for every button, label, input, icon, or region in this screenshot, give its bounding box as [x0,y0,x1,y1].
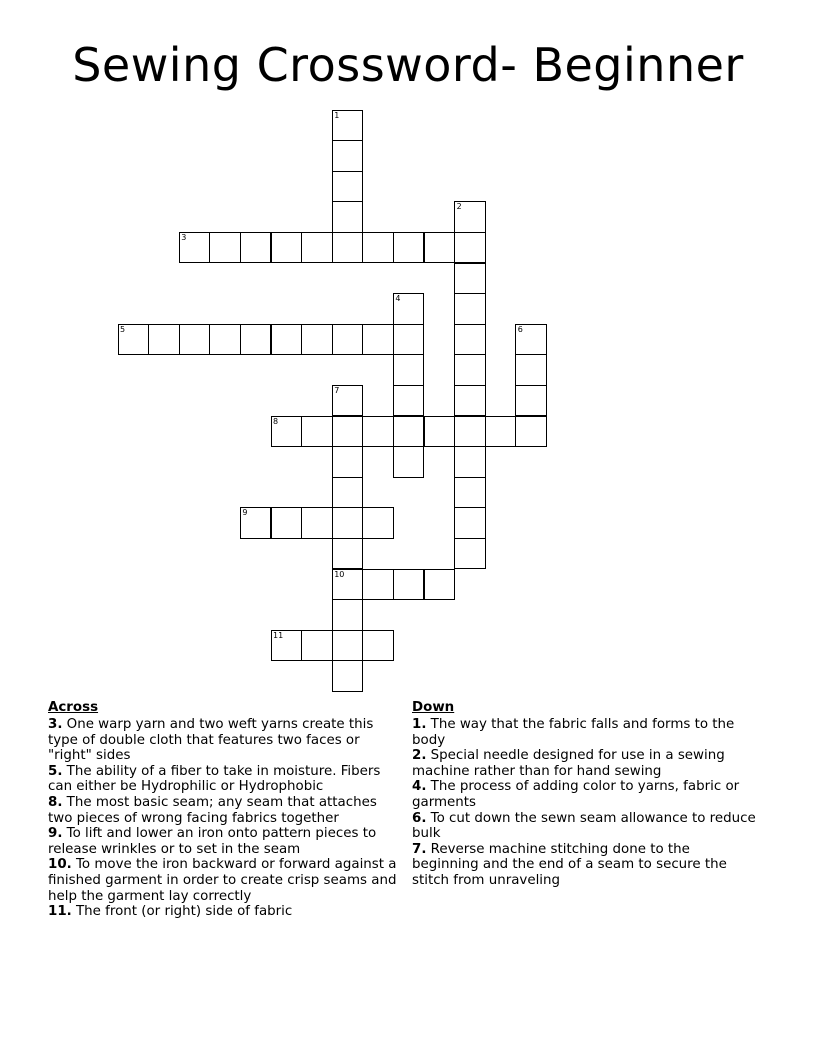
down-clue-text: To cut down the sewn seam allowance to reduce bulk [412,810,756,842]
crossword-cell[interactable] [393,232,425,264]
crossword-cell[interactable] [332,324,364,356]
clue-number-label: 10 [334,569,345,579]
crossword-cell[interactable] [332,660,364,692]
across-clue [48,857,404,904]
crossword-cell[interactable] [454,416,486,448]
crossword-cell[interactable] [424,416,456,448]
clue-number-label: 4 [395,294,401,304]
crossword-cell[interactable] [179,324,211,356]
down-clue [412,842,758,889]
crossword-cell[interactable] [332,385,364,417]
across-clue [48,764,404,795]
down-clue-text: Special needle designed for use in a sewing machine rather than for hand sewing [412,748,725,779]
across-clues [48,700,404,920]
crossword-cell[interactable] [393,416,425,448]
clue-number-label: 1 [334,110,340,120]
crossword-cell[interactable] [301,507,333,539]
crossword-cell[interactable] [454,232,486,264]
crossword-cell[interactable] [454,293,486,325]
down-clue-text: The way that the fabric falls and forms to the body [412,717,735,748]
crossword-cell[interactable] [424,232,456,264]
down-clue-number: 1. [412,717,427,732]
across-clue [48,717,404,764]
crossword-cell[interactable] [271,507,303,539]
crossword-cell[interactable] [454,201,486,233]
across-clue-text: One warp yarn and two weft yarns create this type of double cloth that features two faces or "right" sides [48,717,374,764]
across-clue-number: 3. [48,717,63,732]
across-clue-text: The front (or right) side of fabric [71,904,293,920]
crossword-cell[interactable] [240,232,272,264]
crossword-cell[interactable] [393,354,425,386]
across-heading: Across [48,700,99,715]
crossword-cell[interactable] [454,538,486,570]
crossword-cell[interactable] [118,324,150,356]
clue-number-label: 5 [120,324,126,334]
crossword-cell[interactable] [515,324,547,356]
clue-number-label: 6 [517,324,523,334]
crossword-cell[interactable] [332,569,364,601]
crossword-cell[interactable] [393,293,425,325]
crossword-cell[interactable] [332,630,364,662]
crossword-cell[interactable] [454,354,486,386]
across-clue [48,795,404,826]
across-clue-list [48,717,404,920]
crossword-cell[interactable] [332,140,364,172]
crossword-cell[interactable] [271,324,303,356]
down-clue-text: The process of adding color to yarns, fabric or garments [412,779,740,810]
crossword-cell[interactable] [393,446,425,478]
across-clue [48,826,404,857]
crossword-cell[interactable] [515,416,547,448]
crossword-cell[interactable] [454,507,486,539]
crossword-cell[interactable] [454,477,486,509]
crossword-cell[interactable] [240,507,272,539]
crossword-cell[interactable] [332,599,364,631]
clue-number-label: 8 [273,416,279,426]
crossword-cell[interactable] [362,630,394,662]
down-clue [412,811,758,842]
crossword-cell[interactable] [332,171,364,203]
crossword-cell[interactable] [424,569,456,601]
down-clues [412,700,758,889]
crossword-cell[interactable] [301,232,333,264]
across-clue-text: The most basic seam; any seam that attaches two pieces of wrong facing fabrics together [48,794,377,826]
crossword-cell[interactable] [485,416,517,448]
crossword-cell[interactable] [332,538,364,570]
crossword-cell[interactable] [362,416,394,448]
across-clue-text: The ability of a fiber to take in moisture. Fibers can either be Hydrophilic or Hydrophobic [48,763,381,795]
down-clue [412,779,758,810]
crossword-cell[interactable] [209,324,241,356]
crossword-cell[interactable] [515,385,547,417]
crossword-cell[interactable] [393,569,425,601]
across-clue [48,904,404,920]
down-clue-number: 4. [412,779,427,795]
across-clue-text: To move the iron backward or forward against a finished garment in order to create crisp seams and help the garment lay correctly [48,857,397,904]
crossword-cell[interactable] [332,110,364,142]
crossword-cell[interactable] [179,232,211,264]
crossword-cell[interactable] [301,630,333,662]
clue-number-label: 3 [181,232,187,242]
crossword-cell[interactable] [393,324,425,356]
down-clue-number: 2. [412,748,427,764]
page-title: Sewing Crossword- Beginner [72,38,744,92]
crossword-cell[interactable] [332,232,364,264]
down-clue-number: 6. [412,810,427,826]
crossword-cell[interactable] [240,324,272,356]
crossword-cell[interactable] [362,232,394,264]
clue-number-label: 9 [242,508,248,518]
crossword-cell[interactable] [301,324,333,356]
crossword-cell[interactable] [209,232,241,264]
down-heading: Down [412,700,455,715]
across-clue-number: 8. [48,794,63,810]
crossword-cell[interactable] [362,569,394,601]
crossword-cell[interactable] [454,446,486,478]
clue-number-label: 2 [456,202,462,212]
crossword-cell[interactable] [362,507,394,539]
crossword-cell[interactable] [332,446,364,478]
crossword-cell[interactable] [271,416,303,448]
clue-number-label: 11 [273,630,284,640]
crossword-cell[interactable] [454,263,486,295]
down-clue [412,717,758,748]
crossword-cell[interactable] [515,354,547,386]
crossword-cell[interactable] [454,385,486,417]
clue-number-label: 7 [334,385,340,395]
crossword-cell[interactable] [332,507,364,539]
down-clue [412,748,758,779]
down-clue-text: Reverse machine stitching done to the beginning and the end of a seam to secure the stitch from unraveling [412,841,727,888]
crossword-cell[interactable] [454,324,486,356]
across-clue-number: 9. [48,826,63,842]
across-clue-text: To lift and lower an iron onto pattern pieces to release wrinkles or to set in the seam [48,826,377,857]
across-clue-number: 10. [48,857,72,873]
down-clue-number: 7. [412,841,427,857]
crossword-cell[interactable] [148,324,180,356]
crossword-cell[interactable] [332,477,364,509]
crossword-cell[interactable] [332,201,364,233]
down-clue-list [412,717,758,889]
crossword-cell[interactable] [271,630,303,662]
across-clue-number: 5. [48,763,63,779]
crossword-cell[interactable] [332,416,364,448]
crossword-cell[interactable] [362,324,394,356]
crossword-cell[interactable] [271,232,303,264]
crossword-cell[interactable] [301,416,333,448]
across-clue-number: 11. [48,904,72,920]
crossword-cell[interactable] [393,385,425,417]
